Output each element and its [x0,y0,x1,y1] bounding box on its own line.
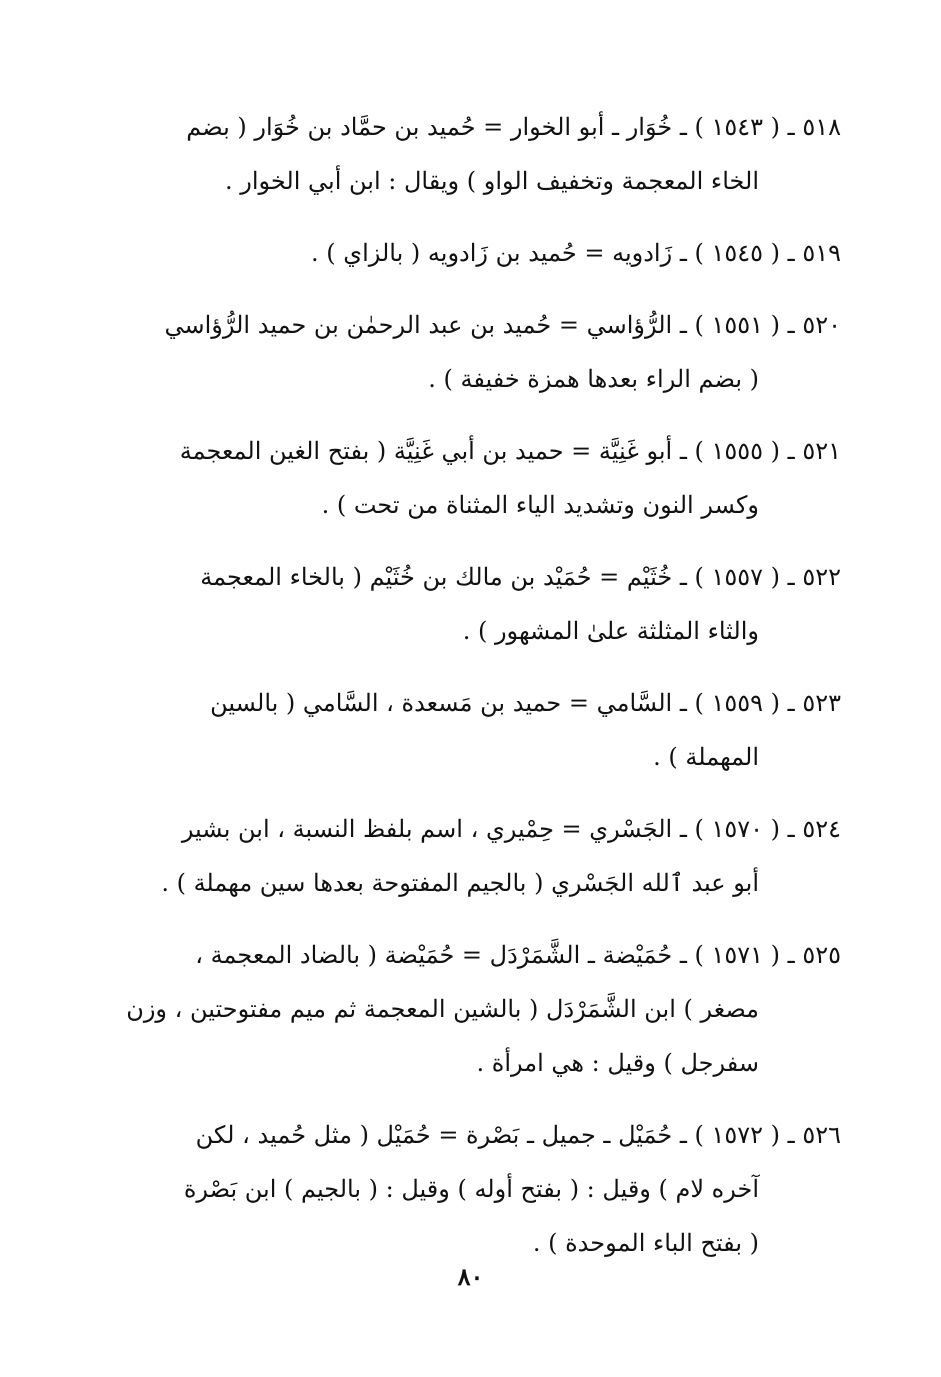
entry-line: المهملة ) . [653,743,759,771]
entry-line: ٥٢٠ ـ ( ١٥٥١ ) ـ الرُّؤاسي = حُميد بن عبد الرحمٰن بن حميد الرُّؤاسي [164,311,841,339]
entry-518 [84,100,841,208]
entry-line: ٥٢٢ ـ ( ١٥٥٧ ) ـ خُثَيْم = حُمَيْد بن مالك بن خُثَيْم ( بالخاء المعجمة [200,563,841,591]
entry-523 [84,676,841,784]
entry-line: ٥٢٥ ـ ( ١٥٧١ ) ـ حُمَيْضة ـ الشَّمَرْدَل = حُمَيْضة ( بالضاد المعجمة ، [195,941,841,969]
entry-521 [84,424,841,532]
entry-line: مصغر ) ابن الشَّمَرْدَل ( بالشين المعجمة ثم ميم مفتوحتين ، وزن [126,995,759,1023]
entry-520 [84,298,841,406]
entry-526 [84,1108,841,1270]
entry-522 [84,550,841,658]
entry-519 [84,226,841,280]
entry-line: ٥١٩ ـ ( ١٥٤٥ ) ـ زَادويه = حُميد بن زَادويه ( بالزاي ) . [311,239,841,267]
entry-line: ٥١٨ ـ ( ١٥٤٣ ) ـ خُوَار ـ أبو الخوار = حُميد بن حمَّاد بن خُوَار ( بضم [186,113,841,141]
entry-line: أبو عبد ٱلله الجَسْري ( بالجيم المفتوحة بعدها سين مهملة ) . [161,869,759,897]
entry-line: ٥٢٣ ـ ( ١٥٥٩ ) ـ السَّامي = حميد بن مَسعدة ، السَّامي ( بالسين [210,689,841,717]
entry-line: ( بفتح الباء الموحدة ) . [532,1229,759,1257]
entry-525 [84,928,841,1090]
entries-list [84,100,841,1288]
entry-line: ٥٢١ ـ ( ١٥٥٥ ) ـ أبو غَنِيَّة = حميد بن أبي غَنِيَّة ( بفتح الغين المعجمة [179,437,841,465]
entry-line: سفرجل ) وقيل : هي امرأة . [476,1049,759,1077]
entry-line: والثاء المثلثة علىٰ المشهور ) . [462,617,759,645]
entry-line: ٥٢٦ ـ ( ١٥٧٢ ) ـ حُمَيْل ـ جميل ـ بَصْرة = حُمَيْل ( مثل حُميد ، لكن [195,1121,841,1149]
entry-line: الخاء المعجمة وتخفيف الواو ) ويقال : ابن أبي الخوار . [225,167,759,195]
entry-524 [84,802,841,910]
entry-line: ( بضم الراء بعدها همزة خفيفة ) . [428,365,759,393]
page-number: ٨٠ [457,1262,484,1291]
entry-line: آخره لام ) وقيل : ( بفتح أوله ) وقيل : ( بالجيم ) ابن بَصْرة [183,1175,759,1203]
entry-line: ٥٢٤ ـ ( ١٥٧٠ ) ـ الجَسْري = حِمْيري ، اسم بلفظ النسبة ، ابن بشير [181,815,841,843]
entry-line: وكسر النون وتشديد الياء المثناة من تحت ) . [321,491,759,519]
